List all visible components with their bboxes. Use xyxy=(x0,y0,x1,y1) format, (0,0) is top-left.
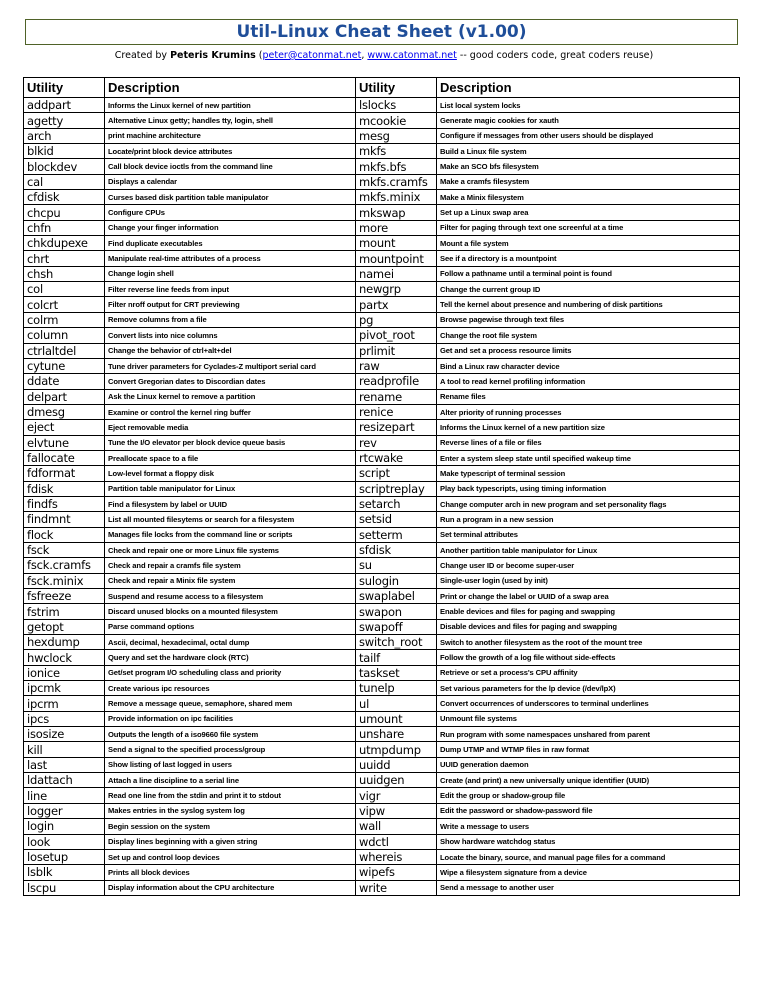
utility-name-cell: blockdev xyxy=(24,159,105,174)
table-row xyxy=(24,711,740,726)
utility-name-cell: resizepart xyxy=(356,420,437,435)
utility-name-cell: mesg xyxy=(356,128,437,143)
table-row xyxy=(24,374,740,389)
utility-name-cell: switch_root xyxy=(356,635,437,650)
utility-name-cell: partx xyxy=(356,297,437,312)
table-header-row xyxy=(24,78,740,98)
table-row xyxy=(24,358,740,373)
utility-name-cell: sfdisk xyxy=(356,542,437,557)
description-cell: Alter priority of running processes xyxy=(437,404,740,419)
utility-name-cell: setarch xyxy=(356,496,437,511)
table-row xyxy=(24,466,740,481)
utility-name-cell: newgrp xyxy=(356,282,437,297)
table-row xyxy=(24,727,740,742)
description-cell: Prints all block devices xyxy=(105,865,356,880)
table-row xyxy=(24,573,740,588)
description-cell: Change login shell xyxy=(105,266,356,281)
utility-name-cell: elvtune xyxy=(24,435,105,450)
utility-name-cell: uuidd xyxy=(356,757,437,772)
description-cell: Low-level format a floppy disk xyxy=(105,466,356,481)
utility-name-cell: ionice xyxy=(24,665,105,680)
description-cell: Show hardware watchdog status xyxy=(437,834,740,849)
description-cell: Change the current group ID xyxy=(437,282,740,297)
description-cell: Set various parameters for the lp device (/dev/lpX) xyxy=(437,681,740,696)
utility-name-cell: chsh xyxy=(24,266,105,281)
utility-name-cell: lslocks xyxy=(356,98,437,113)
table-row xyxy=(24,880,740,895)
byline-open: ( xyxy=(255,50,263,61)
utility-name-cell: fsck.cramfs xyxy=(24,558,105,573)
description-cell: List all mounted filesytems or search for a filesystem xyxy=(105,512,356,527)
utility-name-cell: look xyxy=(24,834,105,849)
utility-name-cell: mount xyxy=(356,236,437,251)
utility-name-cell: ipcs xyxy=(24,711,105,726)
description-cell: Discard unused blocks on a mounted filesystem xyxy=(105,604,356,619)
table-row xyxy=(24,604,740,619)
page-title: Util-Linux Cheat Sheet (v1.00) xyxy=(236,22,527,42)
description-cell: Suspend and resume access to a filesystem xyxy=(105,589,356,604)
description-cell: Preallocate space to a file xyxy=(105,450,356,465)
utility-name-cell: fsck xyxy=(24,542,105,557)
utility-name-cell: colcrt xyxy=(24,297,105,312)
table-row xyxy=(24,159,740,174)
description-cell: Query and set the hardware clock (RTC) xyxy=(105,650,356,665)
table-row xyxy=(24,420,740,435)
utility-name-cell: column xyxy=(24,328,105,343)
utility-name-cell: raw xyxy=(356,358,437,373)
description-cell: Make a cramfs filesystem xyxy=(437,174,740,189)
utility-name-cell: fdisk xyxy=(24,481,105,496)
description-cell: Parse command options xyxy=(105,619,356,634)
description-cell: Mount a file system xyxy=(437,236,740,251)
description-cell: Read one line from the stdin and print it to stdout xyxy=(105,788,356,803)
utility-name-cell: write xyxy=(356,880,437,895)
utility-name-cell: swapoff xyxy=(356,619,437,634)
table-row xyxy=(24,665,740,680)
table-row xyxy=(24,527,740,542)
description-cell: Remove columns from a file xyxy=(105,312,356,327)
description-cell: Locate/print block device attributes xyxy=(105,144,356,159)
description-cell: Play back typescripts, using timing information xyxy=(437,481,740,496)
table-row xyxy=(24,512,740,527)
description-cell: Run program with some namespaces unshared from parent xyxy=(437,727,740,742)
utility-name-cell: mkswap xyxy=(356,205,437,220)
utility-name-cell: pg xyxy=(356,312,437,327)
utility-name-cell: ldattach xyxy=(24,773,105,788)
utility-name-cell: utmpdump xyxy=(356,742,437,757)
table-row xyxy=(24,236,740,251)
description-cell: Reverse lines of a file or files xyxy=(437,435,740,450)
description-cell: Switch to another filesystem as the root of the mount tree xyxy=(437,635,740,650)
description-cell: Call block device ioctls from the command line xyxy=(105,159,356,174)
table-row xyxy=(24,589,740,604)
utility-name-cell: mkfs.bfs xyxy=(356,159,437,174)
description-cell: Display lines beginning with a given string xyxy=(105,834,356,849)
description-cell: Single-user login (used by init) xyxy=(437,573,740,588)
description-cell: Follow a pathname until a terminal point is found xyxy=(437,266,740,281)
table-row xyxy=(24,542,740,557)
utility-name-cell: arch xyxy=(24,128,105,143)
table-row xyxy=(24,834,740,849)
utility-name-cell: setterm xyxy=(356,527,437,542)
description-cell: Ascii, decimal, hexadecimal, octal dump xyxy=(105,635,356,650)
description-cell: Unmount file systems xyxy=(437,711,740,726)
description-cell: Set up and control loop devices xyxy=(105,849,356,864)
table-row xyxy=(24,251,740,266)
description-cell: Convert Gregorian dates to Discordian dates xyxy=(105,374,356,389)
utility-name-cell: chkdupexe xyxy=(24,236,105,251)
description-cell: Makes entries in the syslog system log xyxy=(105,803,356,818)
utility-name-cell: wdctl xyxy=(356,834,437,849)
description-cell: Filter reverse line feeds from input xyxy=(105,282,356,297)
utility-name-cell: hwclock xyxy=(24,650,105,665)
table-row xyxy=(24,849,740,864)
email-link[interactable]: peter@catonmat.net xyxy=(262,50,362,61)
utility-header: Utility xyxy=(24,78,105,98)
description-cell: List local system locks xyxy=(437,98,740,113)
table-row xyxy=(24,404,740,419)
table-row xyxy=(24,190,740,205)
description-cell: Eject removable media xyxy=(105,420,356,435)
description-cell: Retrieve or set a process's CPU affinity xyxy=(437,665,740,680)
table-row xyxy=(24,481,740,496)
description-cell: Browse pagewise through text files xyxy=(437,312,740,327)
utility-name-cell: eject xyxy=(24,420,105,435)
description-cell: Display information about the CPU architecture xyxy=(105,880,356,895)
utility-name-cell: namei xyxy=(356,266,437,281)
utility-name-cell: lsblk xyxy=(24,865,105,880)
utility-name-cell: mkfs.minix xyxy=(356,190,437,205)
utility-name-cell: chfn xyxy=(24,220,105,235)
table-row xyxy=(24,328,740,343)
utility-name-cell: rtcwake xyxy=(356,450,437,465)
utility-name-cell: pivot_root xyxy=(356,328,437,343)
utility-name-cell: ipcmk xyxy=(24,681,105,696)
utility-name-cell: uuidgen xyxy=(356,773,437,788)
table-row xyxy=(24,681,740,696)
utility-name-cell: rename xyxy=(356,389,437,404)
utility-name-cell: losetup xyxy=(24,849,105,864)
description-cell: Configure if messages from other users should be displayed xyxy=(437,128,740,143)
utility-name-cell: addpart xyxy=(24,98,105,113)
table-row xyxy=(24,865,740,880)
description-cell: Send a message to another user xyxy=(437,880,740,895)
table-row xyxy=(24,205,740,220)
description-cell: Check and repair a cramfs file system xyxy=(105,558,356,573)
author-name: Peteris Krumins xyxy=(170,50,256,61)
utility-name-cell: flock xyxy=(24,527,105,542)
table-row xyxy=(24,144,740,159)
description-cell: Show listing of last logged in users xyxy=(105,757,356,772)
description-cell: Displays a calendar xyxy=(105,174,356,189)
table-row xyxy=(24,650,740,665)
description-cell: UUID generation daemon xyxy=(437,757,740,772)
description-cell: Partition table manipulator for Linux xyxy=(105,481,356,496)
utility-name-cell: ddate xyxy=(24,374,105,389)
table-row xyxy=(24,788,740,803)
table-row xyxy=(24,389,740,404)
description-cell: Follow the growth of a log file without side-effects xyxy=(437,650,740,665)
utility-name-cell: fstrim xyxy=(24,604,105,619)
utility-name-cell: script xyxy=(356,466,437,481)
description-cell: Rename files xyxy=(437,389,740,404)
description-cell: Another partition table manipulator for Linux xyxy=(437,542,740,557)
description-cell: Alternative Linux getty; handles tty, login, shell xyxy=(105,113,356,128)
utility-name-cell: prlimit xyxy=(356,343,437,358)
byline-suffix: -- good coders code, great coders reuse) xyxy=(456,50,654,61)
utility-name-cell: more xyxy=(356,220,437,235)
title-box xyxy=(25,19,738,45)
description-cell: Send a signal to the specified process/group xyxy=(105,742,356,757)
description-cell: Curses based disk partition table manipulator xyxy=(105,190,356,205)
utility-name-cell: readprofile xyxy=(356,374,437,389)
utility-name-cell: taskset xyxy=(356,665,437,680)
description-cell: Change user ID or become super-user xyxy=(437,558,740,573)
utility-name-cell: findmnt xyxy=(24,512,105,527)
description-cell: print machine architecture xyxy=(105,128,356,143)
table-row xyxy=(24,282,740,297)
byline-separator: , xyxy=(361,50,368,61)
table-row xyxy=(24,312,740,327)
description-cell: Tell the kernel about presence and numbering of disk partitions xyxy=(437,297,740,312)
description-cell: Tune the I/O elevator per block device queue basis xyxy=(105,435,356,450)
utility-name-cell: mkfs.cramfs xyxy=(356,174,437,189)
utility-name-cell: getopt xyxy=(24,619,105,634)
utility-name-cell: vigr xyxy=(356,788,437,803)
description-cell: Outputs the length of a iso9660 file system xyxy=(105,727,356,742)
table-row xyxy=(24,113,740,128)
description-cell: Ask the Linux kernel to remove a partition xyxy=(105,389,356,404)
utility-name-cell: scriptreplay xyxy=(356,481,437,496)
description-cell: Convert lists into nice columns xyxy=(105,328,356,343)
utility-name-cell: line xyxy=(24,788,105,803)
table-row xyxy=(24,819,740,834)
description-cell: Tune driver parameters for Cyclades-Z multiport serial card xyxy=(105,358,356,373)
table-row xyxy=(24,435,740,450)
utility-name-cell: findfs xyxy=(24,496,105,511)
utility-name-cell: mcookie xyxy=(356,113,437,128)
utility-name-cell: ipcrm xyxy=(24,696,105,711)
description-cell: Change your finger information xyxy=(105,220,356,235)
description-header: Description xyxy=(105,78,356,98)
utility-name-cell: tailf xyxy=(356,650,437,665)
description-cell: Locate the binary, source, and manual page files for a command xyxy=(437,849,740,864)
utility-name-cell: chrt xyxy=(24,251,105,266)
utility-name-cell: swaplabel xyxy=(356,589,437,604)
description-cell: Print or change the label or UUID of a swap area xyxy=(437,589,740,604)
table-row xyxy=(24,803,740,818)
table-row xyxy=(24,450,740,465)
utility-name-cell: agetty xyxy=(24,113,105,128)
utility-name-cell: kill xyxy=(24,742,105,757)
table-row xyxy=(24,619,740,634)
description-cell: Write a message to users xyxy=(437,819,740,834)
utility-name-cell: cfdisk xyxy=(24,190,105,205)
table-row xyxy=(24,266,740,281)
description-cell: Edit the group or shadow-group file xyxy=(437,788,740,803)
utility-name-cell: logger xyxy=(24,803,105,818)
utility-name-cell: sulogin xyxy=(356,573,437,588)
table-row xyxy=(24,297,740,312)
description-cell: Enable devices and files for paging and swapping xyxy=(437,604,740,619)
description-cell: Filter nroff output for CRT previewing xyxy=(105,297,356,312)
description-cell: Change the root file system xyxy=(437,328,740,343)
description-cell: Build a Linux file system xyxy=(437,144,740,159)
description-cell: Check and repair a Minix file system xyxy=(105,573,356,588)
description-cell: Generate magic cookies for xauth xyxy=(437,113,740,128)
table-row xyxy=(24,128,740,143)
description-cell: A tool to read kernel profiling information xyxy=(437,374,740,389)
utility-name-cell: swapon xyxy=(356,604,437,619)
utility-name-cell: rev xyxy=(356,435,437,450)
utility-table xyxy=(23,77,740,896)
description-cell: Find a filesystem by label or UUID xyxy=(105,496,356,511)
description-cell: Filter for paging through text one screenful at a time xyxy=(437,220,740,235)
description-cell: Disable devices and files for paging and swapping xyxy=(437,619,740,634)
description-cell: Create various ipc resources xyxy=(105,681,356,696)
utility-name-cell: blkid xyxy=(24,144,105,159)
utility-header: Utility xyxy=(356,78,437,98)
utility-name-cell: last xyxy=(24,757,105,772)
description-cell: Bind a Linux raw character device xyxy=(437,358,740,373)
description-cell: Find duplicate executables xyxy=(105,236,356,251)
description-cell: Convert occurrences of underscores to terminal underlines xyxy=(437,696,740,711)
utility-name-cell: hexdump xyxy=(24,635,105,650)
utility-name-cell: cytune xyxy=(24,358,105,373)
description-cell: Informs the Linux kernel of new partition xyxy=(105,98,356,113)
utility-name-cell: umount xyxy=(356,711,437,726)
utility-name-cell: lscpu xyxy=(24,880,105,895)
utility-name-cell: fallocate xyxy=(24,450,105,465)
description-cell: Get/set program I/O scheduling class and priority xyxy=(105,665,356,680)
table-row xyxy=(24,558,740,573)
utility-name-cell: setsid xyxy=(356,512,437,527)
utility-name-cell: fsck.minix xyxy=(24,573,105,588)
description-cell: Enter a system sleep state until specified wakeup time xyxy=(437,450,740,465)
description-cell: Make an SCO bfs filesystem xyxy=(437,159,740,174)
description-cell: Run a program in a new session xyxy=(437,512,740,527)
description-cell: Examine or control the kernel ring buffer xyxy=(105,404,356,419)
website-link[interactable]: www.catonmat.net xyxy=(367,50,457,61)
description-cell: Set terminal attributes xyxy=(437,527,740,542)
utility-name-cell: tunelp xyxy=(356,681,437,696)
utility-name-cell: login xyxy=(24,819,105,834)
utility-name-cell: isosize xyxy=(24,727,105,742)
utility-name-cell: col xyxy=(24,282,105,297)
description-cell: Set up a Linux swap area xyxy=(437,205,740,220)
table-row xyxy=(24,742,740,757)
utility-name-cell: vipw xyxy=(356,803,437,818)
utility-name-cell: wall xyxy=(356,819,437,834)
description-cell: Create (and print) a new universally unique identifier (UUID) xyxy=(437,773,740,788)
byline-prefix: Created by xyxy=(114,50,171,61)
table-body xyxy=(24,98,740,896)
description-cell: Begin session on the system xyxy=(105,819,356,834)
description-cell: Make typescript of terminal session xyxy=(437,466,740,481)
utility-name-cell: whereis xyxy=(356,849,437,864)
description-cell: Dump UTMP and WTMP files in raw format xyxy=(437,742,740,757)
description-cell: Provide information on ipc facilities xyxy=(105,711,356,726)
table-row xyxy=(24,635,740,650)
utility-name-cell: fsfreeze xyxy=(24,589,105,604)
description-cell: Get and set a process resource limits xyxy=(437,343,740,358)
table-row xyxy=(24,696,740,711)
description-cell: Wipe a filesystem signature from a device xyxy=(437,865,740,880)
description-cell: Change computer arch in new program and set personality flags xyxy=(437,496,740,511)
utility-name-cell: delpart xyxy=(24,389,105,404)
table-row xyxy=(24,757,740,772)
utility-name-cell: ul xyxy=(356,696,437,711)
utility-name-cell: fdformat xyxy=(24,466,105,481)
utility-name-cell: ctrlaltdel xyxy=(24,343,105,358)
description-cell: Manages file locks from the command line or scripts xyxy=(105,527,356,542)
description-cell: Change the behavior of ctrl+alt+del xyxy=(105,343,356,358)
description-header: Description xyxy=(437,78,740,98)
utility-name-cell: renice xyxy=(356,404,437,419)
table-row xyxy=(24,496,740,511)
description-cell: Configure CPUs xyxy=(105,205,356,220)
description-cell: Edit the password or shadow-password file xyxy=(437,803,740,818)
utility-name-cell: unshare xyxy=(356,727,437,742)
description-cell: Make a Minix filesystem xyxy=(437,190,740,205)
table-row xyxy=(24,343,740,358)
utility-name-cell: chcpu xyxy=(24,205,105,220)
description-cell: Manipulate real-time attributes of a process xyxy=(105,251,356,266)
description-cell: See if a directory is a mountpoint xyxy=(437,251,740,266)
description-cell: Check and repair one or more Linux file systems xyxy=(105,542,356,557)
table-row xyxy=(24,174,740,189)
utility-name-cell: mkfs xyxy=(356,144,437,159)
utility-name-cell: colrm xyxy=(24,312,105,327)
utility-name-cell: cal xyxy=(24,174,105,189)
description-cell: Informs the Linux kernel of a new partition size xyxy=(437,420,740,435)
description-cell: Attach a line discipline to a serial line xyxy=(105,773,356,788)
utility-name-cell: wipefs xyxy=(356,865,437,880)
table-row xyxy=(24,98,740,113)
utility-name-cell: dmesg xyxy=(24,404,105,419)
byline xyxy=(0,50,768,61)
table-row xyxy=(24,220,740,235)
utility-name-cell: su xyxy=(356,558,437,573)
table-row xyxy=(24,773,740,788)
utility-name-cell: mountpoint xyxy=(356,251,437,266)
description-cell: Remove a message queue, semaphore, shared mem xyxy=(105,696,356,711)
